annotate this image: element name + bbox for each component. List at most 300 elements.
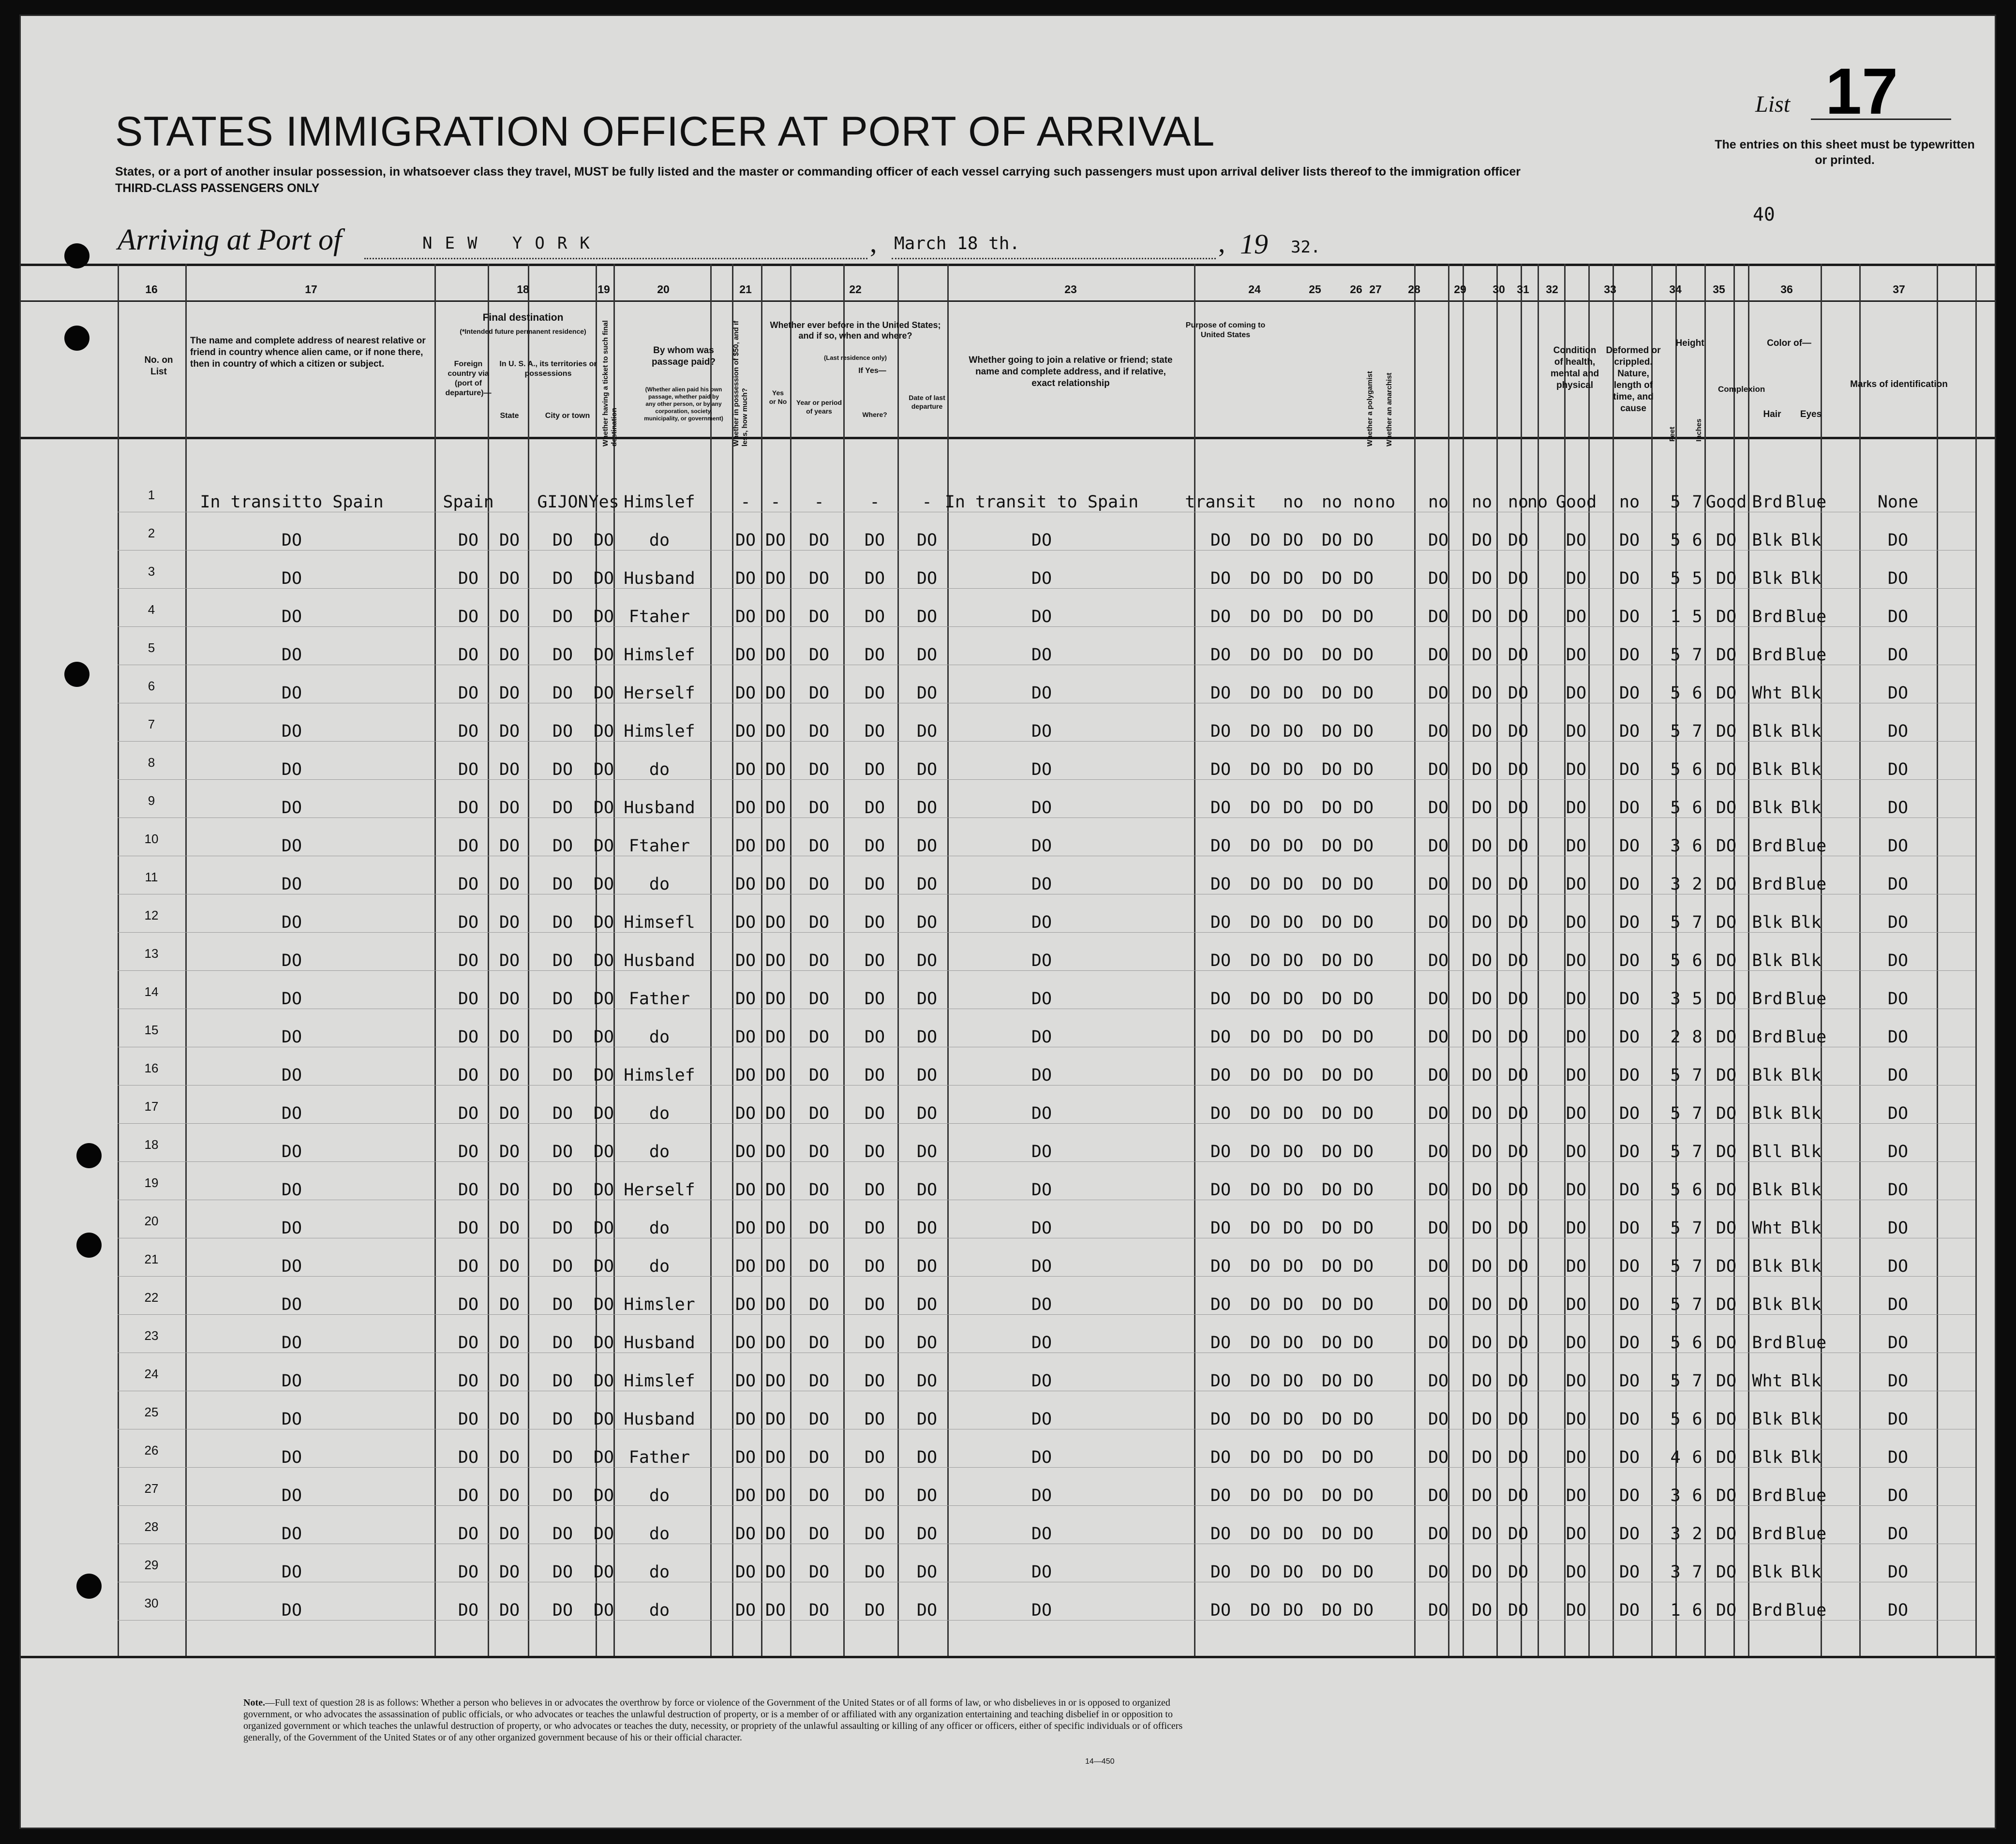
cell-marks: DO <box>1887 1410 1909 1429</box>
cell-hair: Blk <box>1752 1410 1783 1429</box>
cell-feet: 5 <box>1670 1066 1681 1085</box>
cell-paid: Father <box>628 1448 690 1467</box>
row-number: 18 <box>144 1137 159 1152</box>
cell-c25: DO <box>1321 1562 1343 1582</box>
cell-foreign: DO <box>458 1562 479 1582</box>
cell-money: DO <box>735 1295 756 1314</box>
column-number: 29 <box>1454 283 1466 296</box>
row-rule <box>118 970 1975 971</box>
cell-poly: DO <box>1353 989 1374 1009</box>
cell-state: DO <box>499 1027 520 1047</box>
cell-inches: 6 <box>1692 531 1702 550</box>
cell-poly: DO <box>1353 569 1374 588</box>
cell-paid: Himsefl <box>624 913 695 932</box>
cell-money: DO <box>735 1333 756 1353</box>
cell-yn: DO <box>765 607 786 626</box>
cell-feet: 3 <box>1670 875 1681 894</box>
cell-c29: DO <box>1471 1180 1493 1200</box>
cell-health: DO <box>1566 875 1587 894</box>
cell-inches: 6 <box>1692 1333 1702 1353</box>
cell-eyes: Blk <box>1791 1410 1822 1429</box>
cell-deformed: DO <box>1619 875 1640 894</box>
cell-years: DO <box>808 1104 830 1123</box>
column-rule <box>710 264 712 1656</box>
cell-city: DO <box>552 1180 573 1200</box>
cell-yn: DO <box>765 1524 786 1544</box>
cell-c25: DO <box>1321 1027 1343 1047</box>
column-number: 34 <box>1669 283 1682 296</box>
cell-length: DO <box>1250 569 1271 588</box>
cell-foreign: DO <box>458 1219 479 1238</box>
cell-citizen: DO <box>1283 684 1304 703</box>
cell-years: DO <box>808 1066 830 1085</box>
column-rule <box>1613 264 1614 1656</box>
cell-c29: DO <box>1471 1562 1493 1582</box>
cell-health: DO <box>1566 1219 1587 1238</box>
cell-citizen: DO <box>1283 1295 1304 1314</box>
cell-ticket: DO <box>593 1142 614 1161</box>
cell-c30: DO <box>1508 798 1529 818</box>
row-number: 17 <box>144 1099 159 1114</box>
row-rule <box>118 1123 1975 1124</box>
cell-marks: DO <box>1887 1104 1909 1123</box>
cell-health: DO <box>1566 1257 1587 1276</box>
cell-date: DO <box>916 798 938 818</box>
cell-citizen: DO <box>1283 1333 1304 1353</box>
cell-relative: DO <box>281 684 302 703</box>
cell-eyes: Blue <box>1785 1027 1827 1047</box>
cell-deformed: DO <box>1619 1486 1640 1505</box>
cell-date: DO <box>916 1142 938 1161</box>
cell-state: DO <box>499 951 520 970</box>
cell-purpose: DO <box>1210 531 1231 550</box>
cell-money: DO <box>735 1027 756 1047</box>
cell-poly: DO <box>1353 875 1374 894</box>
column-rule <box>528 264 529 1656</box>
cell-join: DO <box>1031 1027 1052 1047</box>
cell-join: DO <box>1031 1486 1052 1505</box>
cell-yn: DO <box>765 1219 786 1238</box>
cell-deformed: DO <box>1619 1333 1640 1353</box>
cell-foreign: DO <box>458 798 479 818</box>
cell-inches: 6 <box>1692 1601 1702 1620</box>
cell-purpose: DO <box>1210 722 1231 741</box>
cell-purpose: DO <box>1210 798 1231 818</box>
cell-feet: 1 <box>1670 607 1681 626</box>
cell-c30: DO <box>1508 722 1529 741</box>
cell-complexion: DO <box>1716 1104 1737 1123</box>
cell-city: DO <box>552 1524 573 1544</box>
cell-health: DO <box>1566 1410 1587 1429</box>
cell-length: DO <box>1250 836 1271 856</box>
cell-feet: 5 <box>1670 1257 1681 1276</box>
header-ever-before: Whether ever before in the United States; and if so, when and where? <box>770 320 941 341</box>
cell-paid: Husband <box>624 951 695 970</box>
header-feet: Feet <box>1668 427 1676 442</box>
sheet-number: 40 <box>1753 204 1775 225</box>
cell-deformed: DO <box>1619 951 1640 970</box>
cell-complexion: DO <box>1716 569 1737 588</box>
cell-c28: DO <box>1428 531 1449 550</box>
cell-c28: DO <box>1428 1027 1449 1047</box>
cell-foreign: DO <box>458 607 479 626</box>
cell-deformed: DO <box>1619 1257 1640 1276</box>
cell-date: DO <box>916 951 938 970</box>
cell-paid: do <box>649 1486 670 1505</box>
header-possession-50: Whether in possession of $50, and if less, how much? <box>732 320 749 446</box>
cell-c28: DO <box>1428 1486 1449 1505</box>
cell-c30: DO <box>1508 1180 1529 1200</box>
cell-years: DO <box>808 569 830 588</box>
cell-yn: DO <box>765 1104 786 1123</box>
cell-inches: 7 <box>1692 492 1702 512</box>
column-rule <box>1748 264 1749 1656</box>
column-number: 31 <box>1517 283 1529 296</box>
column-number: 19 <box>597 283 610 296</box>
cell-paid: do <box>649 1524 670 1544</box>
cell-join: DO <box>1031 531 1052 550</box>
cell-length: DO <box>1250 1142 1271 1161</box>
cell-purpose: DO <box>1210 1448 1231 1467</box>
cell-foreign: DO <box>458 1066 479 1085</box>
column-number: 20 <box>657 283 670 296</box>
cell-yn: DO <box>765 913 786 932</box>
cell-inches: 8 <box>1692 1027 1702 1047</box>
cell-hair: Wht <box>1752 684 1783 703</box>
cell-c29: DO <box>1471 1524 1493 1544</box>
cell-health: DO <box>1566 531 1587 550</box>
column-rule <box>1704 264 1706 1656</box>
cell-poly: DO <box>1353 531 1374 550</box>
cell-years: DO <box>808 1562 830 1582</box>
cell-c25: DO <box>1321 1142 1343 1161</box>
cell-c29: DO <box>1471 1410 1493 1429</box>
cell-c29: DO <box>1471 1371 1493 1391</box>
column-number: 32 <box>1546 283 1558 296</box>
cell-city: DO <box>552 1448 573 1467</box>
header-passage-paid: By whom was passage paid? <box>652 345 716 367</box>
cell-money: DO <box>735 1142 756 1161</box>
cell-c30: no <box>1508 492 1529 512</box>
cell-where: DO <box>864 1448 885 1467</box>
row-number: 10 <box>144 832 159 846</box>
cell-years: DO <box>808 913 830 932</box>
cell-citizen: DO <box>1283 1371 1304 1391</box>
cell-yn: DO <box>765 1601 786 1620</box>
cell-health: DO <box>1566 1142 1587 1161</box>
cell-marks: DO <box>1887 913 1909 932</box>
column-rule <box>790 264 791 1656</box>
cell-date: DO <box>916 684 938 703</box>
cell-deformed: DO <box>1619 1371 1640 1391</box>
cell-city: DO <box>552 684 573 703</box>
footnote <box>243 1697 1187 1743</box>
cell-yn: DO <box>765 1448 786 1467</box>
cell-state: DO <box>499 645 520 665</box>
cell-state: DO <box>499 760 520 779</box>
cell-date: DO <box>916 1524 938 1544</box>
cell-foreign: DO <box>458 1257 479 1276</box>
cell-c25: DO <box>1321 989 1343 1009</box>
cell-inches: 5 <box>1692 569 1702 588</box>
cell-foreign: DO <box>458 569 479 588</box>
cell-poly: DO <box>1353 1180 1374 1200</box>
cell-state: DO <box>499 875 520 894</box>
header-final-destination: Final destination <box>482 312 564 323</box>
header-yes-or-no: Yes or No <box>769 389 787 405</box>
cell-relative: DO <box>281 760 302 779</box>
row-number: 6 <box>148 679 155 693</box>
cell-paid: Husband <box>624 569 695 588</box>
cell-marks: DO <box>1887 1295 1909 1314</box>
cell-join: DO <box>1031 1257 1052 1276</box>
cell-hair: Brd <box>1752 1486 1783 1505</box>
cell-hair: Brd <box>1752 989 1783 1009</box>
cell-date: DO <box>916 1562 938 1582</box>
cell-date: DO <box>916 1219 938 1238</box>
cell-join: DO <box>1031 1180 1052 1200</box>
row-number: 24 <box>144 1367 159 1381</box>
cell-length: DO <box>1250 1371 1271 1391</box>
cell-c25: DO <box>1321 645 1343 665</box>
row-number: 20 <box>144 1214 159 1228</box>
cell-years: DO <box>808 1524 830 1544</box>
cell-feet: 3 <box>1670 1524 1681 1544</box>
cell-money: DO <box>735 989 756 1009</box>
cell-c28: DO <box>1428 836 1449 856</box>
cell-purpose: DO <box>1210 1142 1231 1161</box>
cell-money: DO <box>735 1601 756 1620</box>
header-ever-before-sub: (Last residence only) <box>823 354 887 361</box>
cell-inches: 7 <box>1692 913 1702 932</box>
port-dotted-line <box>364 258 867 259</box>
cell-join: DO <box>1031 1142 1052 1161</box>
cell-c30: DO <box>1508 913 1529 932</box>
cell-c29: DO <box>1471 684 1493 703</box>
header-condition: Condition of health, mental and physical <box>1550 345 1599 390</box>
column-number: 23 <box>1064 283 1077 296</box>
cell-paid: do <box>649 1219 670 1238</box>
cell-deformed: DO <box>1619 989 1640 1009</box>
cell-poly: DO <box>1353 1333 1374 1353</box>
cell-date: DO <box>916 913 938 932</box>
intro-line-2: THIRD-CLASS PASSENGERS ONLY <box>115 181 320 195</box>
cell-purpose: DO <box>1210 1601 1231 1620</box>
cell-eyes: Blue <box>1785 492 1827 512</box>
footnote-label: Note. <box>243 1697 265 1708</box>
cell-state: DO <box>499 1601 520 1620</box>
column-rule <box>1651 264 1653 1656</box>
cell-years: DO <box>808 989 830 1009</box>
cell-complexion: DO <box>1716 1601 1737 1620</box>
cell-join: DO <box>1031 1104 1052 1123</box>
cell-marks: DO <box>1887 1601 1909 1620</box>
cell-health: DO <box>1566 1295 1587 1314</box>
cell-date: DO <box>916 1448 938 1467</box>
cell-city: DO <box>552 531 573 550</box>
cell-c29: DO <box>1471 1257 1493 1276</box>
cell-city: DO <box>552 798 573 818</box>
cell-marks: DO <box>1887 1257 1909 1276</box>
cell-date: DO <box>916 760 938 779</box>
cell-city: DO <box>552 1371 573 1391</box>
cell-state: DO <box>499 1448 520 1467</box>
manifest-sheet <box>19 15 1996 1829</box>
cell-complexion: DO <box>1716 1180 1737 1200</box>
cell-city: DO <box>552 875 573 894</box>
cell-join: DO <box>1031 1066 1052 1085</box>
cell-money: DO <box>735 531 756 550</box>
cell-city: DO <box>552 1027 573 1047</box>
cell-foreign: DO <box>458 1486 479 1505</box>
cell-health: DO <box>1566 1371 1587 1391</box>
cell-c29: DO <box>1471 798 1493 818</box>
cell-c28: DO <box>1428 798 1449 818</box>
cell-relative: DO <box>281 1027 302 1047</box>
row-rule <box>118 1620 1975 1621</box>
cell-feet: 4 <box>1670 1448 1681 1467</box>
cell-poly: DO <box>1353 1562 1374 1582</box>
header-ticket: Whether having a ticket to such final destination <box>601 320 618 446</box>
cell-c29: DO <box>1471 1104 1493 1123</box>
cell-state: DO <box>499 1066 520 1085</box>
cell-relative: DO <box>281 989 302 1009</box>
cell-date: DO <box>916 1295 938 1314</box>
cell-foreign: DO <box>458 989 479 1009</box>
cell-hair: Blk <box>1752 1180 1783 1200</box>
cell-ticket: DO <box>593 913 614 932</box>
cell-health: Good <box>1555 492 1597 512</box>
cell-foreign: DO <box>458 1371 479 1391</box>
cell-health: DO <box>1566 836 1587 856</box>
cell-ticket: DO <box>593 684 614 703</box>
cell-c25: DO <box>1321 1180 1343 1200</box>
cell-marks: DO <box>1887 875 1909 894</box>
cell-inches: 7 <box>1692 1142 1702 1161</box>
row-rule <box>118 626 1975 627</box>
row-number: 23 <box>144 1328 159 1343</box>
cell-inches: 7 <box>1692 722 1702 741</box>
cell-date: DO <box>916 1180 938 1200</box>
cell-ticket: DO <box>593 1219 614 1238</box>
cell-hair: Brd <box>1752 1524 1783 1544</box>
cell-complexion: DO <box>1716 1410 1737 1429</box>
cell-feet: 5 <box>1670 492 1681 512</box>
cell-inches: 6 <box>1692 760 1702 779</box>
cell-date: DO <box>916 1486 938 1505</box>
cell-city: DO <box>552 760 573 779</box>
cell-c25: DO <box>1321 1104 1343 1123</box>
cell-city: DO <box>552 913 573 932</box>
cell-complexion: DO <box>1716 1448 1737 1467</box>
cell-paid: Father <box>628 989 690 1009</box>
cell-date: DO <box>916 1104 938 1123</box>
cell-relative: DO <box>281 607 302 626</box>
cell-join: In transit to Spain <box>944 492 1139 512</box>
cell-health: DO <box>1566 951 1587 970</box>
cell-c28: DO <box>1428 951 1449 970</box>
cell-c28: DO <box>1428 1180 1449 1200</box>
cell-c28: DO <box>1428 1562 1449 1582</box>
cell-eyes: Blk <box>1791 1066 1822 1085</box>
cell-yn: DO <box>765 1562 786 1582</box>
cell-marks: DO <box>1887 1333 1909 1353</box>
intro-line-1: States, or a port of another insular possession, in whatsoever class they travel, MUST be fully listed and the master or commanding officer of each vessel carrying such passengers must upon arrival deliver lists thereof to the immigration officer <box>115 165 1521 178</box>
cell-paid: Himslef <box>624 645 695 665</box>
row-rule <box>118 932 1975 933</box>
cell-foreign: DO <box>458 684 479 703</box>
cell-hair: Wht <box>1752 1219 1783 1238</box>
cell-inches: 7 <box>1692 1371 1702 1391</box>
footnote-text: —Full text of question 28 is as follows: Whether a person who believes in or advocates the overthrow by force or violence of the Government of the United States or of all forms of law, or who disbelieves in or is opposed to organized government, or who advocates the assassination of public officials, or who advocates or teaches the unlawful destruction of property, or is a member of or affiliated with any organization entertaining and teaching disbelief in or opposition to organized government or which teaches the unlawful destruction of property, or who advocates or teaches the duty, necessity, or propriety of the unlawful assaulting or killing of any officer or officers, either of specific individuals or of officers generally, of the Government of the United States or of any other organized government because of his or their official character. <box>243 1697 1183 1743</box>
rule-colnums <box>21 300 1995 302</box>
cell-c25: DO <box>1321 569 1343 588</box>
cell-feet: 3 <box>1670 836 1681 856</box>
cell-deformed: DO <box>1619 1066 1640 1085</box>
cell-anarch: no <box>1374 492 1396 512</box>
cell-yn: DO <box>765 1410 786 1429</box>
comma-separator: , <box>870 227 877 258</box>
cell-health: DO <box>1566 1601 1587 1620</box>
cell-years: DO <box>808 836 830 856</box>
cell-hair: Blk <box>1752 913 1783 932</box>
cell-deformed: DO <box>1619 1104 1640 1123</box>
cell-length: DO <box>1250 1562 1271 1582</box>
rule-top <box>21 264 1995 266</box>
cell-deformed: DO <box>1619 607 1640 626</box>
cell-c25: DO <box>1321 951 1343 970</box>
cell-where: DO <box>864 1601 885 1620</box>
punch-hole <box>64 243 90 268</box>
cell-feet: 3 <box>1670 989 1681 1009</box>
row-number: 13 <box>144 946 159 961</box>
cell-where: DO <box>864 1371 885 1391</box>
cell-deformed: DO <box>1619 684 1640 703</box>
cell-citizen: DO <box>1283 989 1304 1009</box>
cell-ticket: DO <box>593 1066 614 1085</box>
cell-money: DO <box>735 645 756 665</box>
cell-purpose: DO <box>1210 607 1231 626</box>
cell-feet: 5 <box>1670 531 1681 550</box>
cell-purpose: DO <box>1210 569 1231 588</box>
cell-health: DO <box>1566 1562 1587 1582</box>
cell-money: DO <box>735 1104 756 1123</box>
cell-poly: DO <box>1353 951 1374 970</box>
row-number: 1 <box>148 488 155 502</box>
cell-eyes: Blue <box>1785 645 1827 665</box>
arriving-label: Arriving at Port of <box>118 223 342 256</box>
cell-money: DO <box>735 760 756 779</box>
cell-yn: DO <box>765 531 786 550</box>
cell-paid: Husband <box>624 798 695 818</box>
cell-relative: DO <box>281 1257 302 1276</box>
cell-inches: 6 <box>1692 836 1702 856</box>
cell-where: DO <box>864 684 885 703</box>
cell-foreign: DO <box>458 1333 479 1353</box>
cell-health: DO <box>1566 1524 1587 1544</box>
cell-c25: DO <box>1321 1524 1343 1544</box>
cell-complexion: DO <box>1716 1257 1737 1276</box>
cell-health: DO <box>1566 760 1587 779</box>
row-number: 14 <box>144 984 159 999</box>
cell-date: DO <box>916 875 938 894</box>
cell-feet: 5 <box>1670 913 1681 932</box>
cell-citizen: DO <box>1283 836 1304 856</box>
row-rule <box>118 1314 1975 1315</box>
cell-c30: DO <box>1508 1142 1529 1161</box>
cell-c30: DO <box>1508 1333 1529 1353</box>
list-label: List <box>1755 91 1791 117</box>
